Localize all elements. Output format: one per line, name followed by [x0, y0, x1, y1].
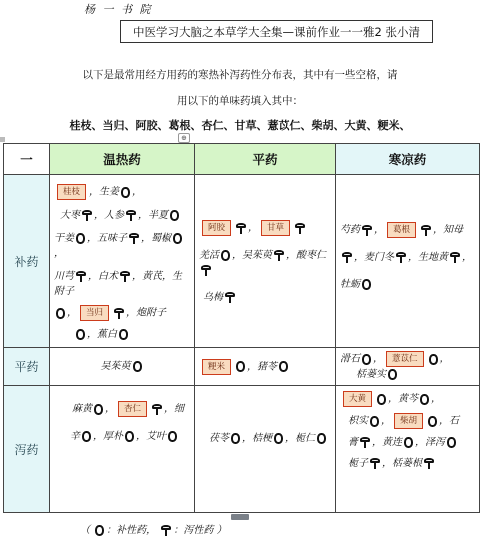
purge-symbol-icon	[450, 252, 460, 263]
answer-box[interactable]: 葛根	[387, 222, 416, 238]
herb-item: 半夏	[148, 210, 168, 221]
answer-box[interactable]: 大黄	[343, 391, 372, 407]
left-margin-marker	[0, 137, 5, 142]
herb-list: 桂枝、当归、阿胶、葛根、杏仁、甘草、薏苡仁、柴胡、大黄、粳米、	[69, 119, 411, 132]
tonify-symbol-icon	[168, 431, 177, 442]
bottom-resize-handle[interactable]	[231, 514, 249, 520]
herb-item: 生姜	[99, 186, 120, 198]
col-header-cold: 寒凉药	[336, 144, 480, 175]
purge-symbol-icon	[76, 271, 86, 282]
purge-symbol-icon	[396, 252, 406, 263]
herb-item: 茯苓	[209, 433, 229, 444]
tonify-symbol-icon	[428, 416, 437, 427]
herb-item: 五味子	[97, 233, 127, 244]
legend-paren-close: ）	[216, 525, 227, 536]
purge-symbol-icon	[370, 458, 380, 469]
answer-box[interactable]: 粳米	[202, 359, 231, 375]
tonify-symbol-icon	[56, 308, 65, 319]
page-title: 中医学习大脑之本草学大全集—课前作业一一雅2 张小清	[120, 20, 433, 43]
purge-symbol-icon	[362, 225, 372, 236]
cell-neutral-neutral: 粳米 ，猪苓	[195, 348, 336, 386]
herb-item: 人参	[104, 210, 124, 221]
herb-item: 川芎	[54, 271, 74, 282]
tonify-symbol-icon	[404, 437, 413, 448]
herb-item: 乌梅	[203, 292, 223, 303]
purge-symbol-icon	[152, 404, 162, 415]
row-header-tonify: 补药	[4, 175, 50, 348]
herb-item: 细	[174, 403, 185, 415]
table-move-handle[interactable]: ⊕	[178, 133, 190, 143]
herb-item: 黄连	[382, 437, 402, 448]
herb-item: 栝蒌根	[392, 458, 422, 469]
tonify-symbol-icon	[121, 187, 130, 198]
purge-symbol-icon	[225, 292, 235, 303]
tonify-symbol-icon	[362, 279, 371, 290]
tonify-symbol-icon	[447, 437, 456, 448]
tonify-symbol-icon	[388, 369, 397, 380]
legend-tonify-label: ：补性药，	[106, 525, 157, 536]
answer-box[interactable]: 杏仁	[118, 401, 147, 417]
herb-item: 麦门冬	[364, 252, 394, 263]
tonify-symbol-icon	[173, 233, 182, 244]
purge-symbol-icon	[114, 308, 124, 319]
tonify-symbol-icon	[236, 361, 245, 372]
herb-item: 桔梗	[252, 433, 272, 444]
tonify-symbol-icon	[317, 433, 326, 444]
cell-tonify-cold: 芍药 ， 葛根 ，知母 ，麦门冬 ，生地黄 ， 牡蛎	[336, 175, 480, 348]
herb-item: 麻黄	[72, 403, 92, 415]
answer-box[interactable]: 当归	[80, 305, 109, 321]
purge-symbol-icon	[342, 252, 352, 263]
purge-symbol-icon	[424, 458, 434, 469]
tonify-symbol-icon	[170, 210, 179, 221]
herb-item: 黄芩	[398, 393, 419, 405]
herb-item: 芍药	[340, 224, 360, 236]
cell-neutral-warm	[50, 348, 195, 386]
herb-item: 吴茱萸	[242, 250, 272, 261]
tonify-symbol-icon	[370, 416, 379, 427]
row-header-purge: 泻药	[4, 386, 50, 513]
cell-tonify-warm: 桂枝 ，生姜 ， 大枣 ，人参 ，半夏 干姜 ，五味子 ，蜀椒， 川芎 ，白术 ，黄芪，生附子 ， 当归 ，炮附子 ，蕉白	[50, 175, 195, 348]
purge-symbol-icon	[201, 265, 211, 276]
herb-item: 艾叶	[146, 431, 166, 442]
herb-item: 大枣	[60, 210, 80, 221]
tonify-symbol-icon	[279, 361, 288, 372]
herb-property-table	[3, 143, 480, 513]
herb-item: 酸枣仁	[296, 250, 326, 261]
herb-item: 泽泻	[425, 437, 445, 448]
tonify-symbol-icon	[221, 250, 230, 261]
purge-symbol-icon	[120, 271, 130, 282]
herb-item: 干姜	[54, 233, 74, 244]
cell-tonify-neutral: 阿胶 ， 甘草 羌活 ，吴茱萸 ，酸枣仁 乌梅	[195, 175, 336, 348]
tonify-symbol-icon	[119, 329, 128, 340]
purge-symbol-icon	[236, 223, 246, 234]
answer-box[interactable]: 阿胶	[202, 220, 231, 236]
purge-symbol-icon	[295, 223, 305, 234]
purge-symbol-icon	[82, 210, 92, 221]
tonify-symbol-icon	[429, 354, 438, 365]
herb-item: 生附子	[54, 271, 182, 297]
tonify-symbol-icon	[82, 431, 91, 442]
tonify-symbol-icon	[125, 431, 134, 442]
tonify-symbol-icon	[76, 233, 85, 244]
purge-symbol-icon	[126, 210, 136, 221]
purge-symbol-icon	[129, 233, 139, 244]
tonify-symbol-icon	[133, 361, 142, 372]
answer-box[interactable]: 甘草	[261, 220, 290, 236]
purge-symbol-icon	[274, 250, 284, 261]
herb-item: 吴茱萸	[100, 361, 131, 372]
legend	[80, 521, 227, 536]
legend-purge-label: ：泻性药	[173, 525, 214, 536]
tonify-symbol-icon	[362, 354, 371, 365]
herb-item: 羌活	[199, 250, 219, 261]
col-header-warm: 温热药	[50, 144, 195, 175]
purge-symbol-icon	[360, 437, 370, 448]
herb-item: 猪苓	[257, 361, 278, 372]
col-header-neutral: 平药	[195, 144, 336, 175]
answer-box[interactable]: 薏苡仁	[386, 351, 424, 367]
herb-item: 栀子	[348, 458, 368, 469]
herb-item: 枳实	[348, 415, 368, 427]
legend-paren-open: （	[80, 525, 90, 536]
corner-cell: 一	[4, 144, 50, 175]
tonify-symbol-icon	[274, 433, 283, 444]
cell-purge-neutral: 茯苓 ，桔梗 ，栀仁	[195, 386, 336, 513]
herb-item: 滑石	[340, 353, 360, 365]
herb-item: 栝蒌实	[356, 369, 386, 380]
herb-item: 厚朴	[103, 431, 123, 442]
answer-box[interactable]: 桂枝	[57, 184, 86, 200]
herb-item: 蕉白	[97, 329, 117, 340]
herb-item: 栀仁	[295, 433, 315, 444]
herb-item: 膏	[348, 437, 358, 448]
cell-neutral-cold: 滑石 ， 薏苡仁 ， 栝蒌实	[336, 348, 480, 386]
herb-item: 黄芪	[142, 271, 162, 282]
herb-item: 蜀椒	[151, 233, 171, 244]
herb-item: 炮附子	[136, 307, 167, 319]
tonify-symbol-icon	[95, 525, 104, 536]
tonify-symbol-icon	[94, 404, 103, 415]
instruction-line-1: 以下是最常用经方用药的寒热补泻药性分布表，其中有一些空格，请	[82, 69, 398, 81]
school-logo: 杨 一 书 院	[84, 3, 153, 16]
herb-item: 辛	[70, 431, 80, 442]
herb-item: 白术	[98, 271, 118, 282]
instruction-line-2: 用以下的单味药填入其中：	[177, 95, 303, 107]
cell-purge-warm: 麻黄 ， 杏仁 ，细 辛 ，厚朴 ，艾叶	[50, 386, 195, 513]
tonify-symbol-icon	[377, 394, 386, 405]
answer-box[interactable]: 柴胡	[394, 413, 423, 429]
herb-item: 生地黄	[418, 252, 448, 263]
herb-item: 牡蛎	[340, 279, 360, 290]
row-header-neutral: 平药	[4, 348, 50, 386]
purge-symbol-icon	[421, 225, 431, 236]
purge-symbol-icon	[161, 525, 171, 536]
herb-item: 石	[449, 415, 460, 427]
tonify-symbol-icon	[231, 433, 240, 444]
cell-purge-cold: 大黄 ，黄芩 ， 枳实 ， 柴胡 ，石 膏 ，黄连 ，泽泻 栀子 ，栝蒌根	[336, 386, 480, 513]
herb-item: 知母	[443, 224, 464, 236]
tonify-symbol-icon	[420, 394, 429, 405]
tonify-symbol-icon	[76, 329, 85, 340]
